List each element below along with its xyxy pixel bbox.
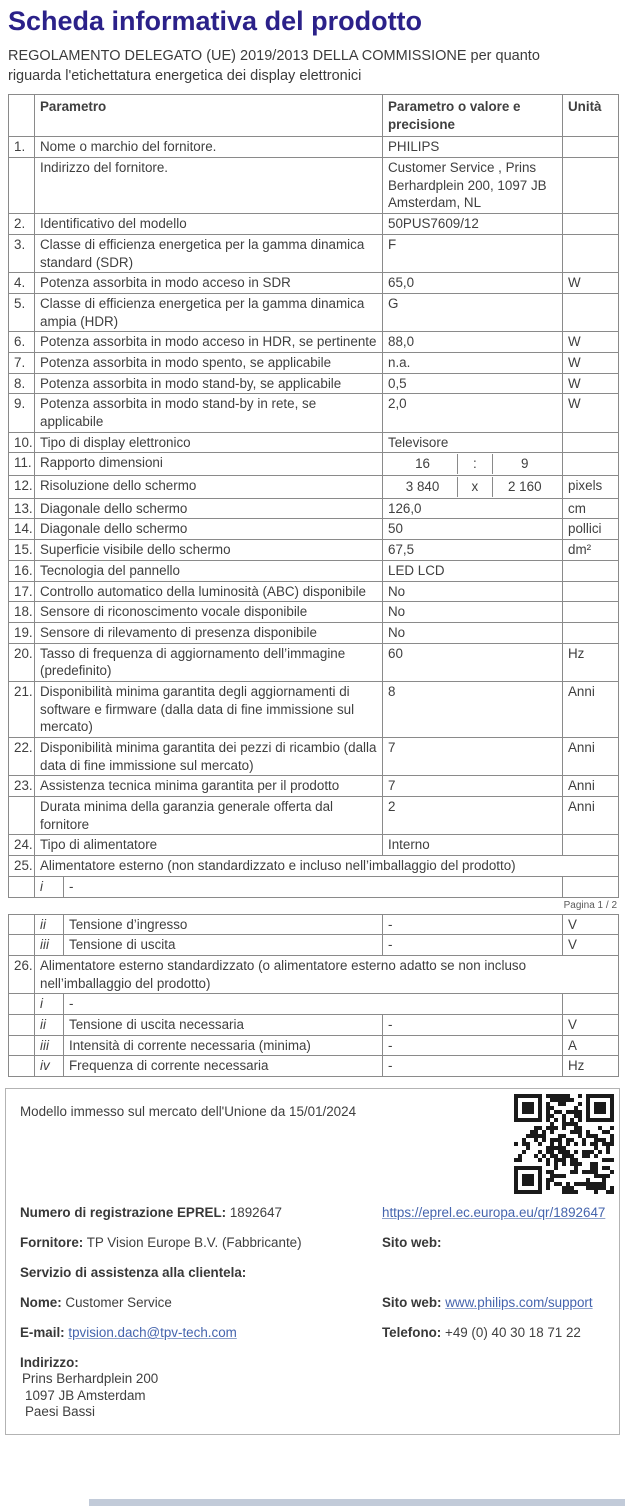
row-unit: Anni: [563, 776, 619, 797]
row-number: 7.: [9, 352, 35, 373]
row-value: 50: [383, 519, 563, 540]
page-title: Scheda informativa del prodotto: [8, 6, 423, 36]
split-value-left: 3 840: [405, 479, 440, 495]
row-number: [9, 994, 35, 1015]
table-row: [9, 835, 619, 856]
row-number: [9, 876, 35, 897]
row-unit: V: [563, 914, 619, 935]
market-entry-note: Modello immesso sul mercato dell'Unione da 15/01/2024: [20, 1104, 357, 1119]
row-number: [9, 797, 35, 835]
eprel-row: [20, 1203, 605, 1223]
row-unit: A: [563, 1035, 619, 1056]
supplier-row: [20, 1233, 605, 1253]
row-value: No: [383, 602, 563, 623]
row-unit: [563, 234, 619, 272]
table-row: [9, 581, 619, 602]
row-unit: Anni: [563, 797, 619, 835]
support-site-label: Sito web:: [382, 1295, 442, 1310]
table-row: [9, 681, 619, 737]
email-label: E-mail:: [20, 1325, 65, 1340]
row-unit: W: [563, 273, 619, 294]
table-row: [9, 876, 619, 897]
product-fiche-page: [0, 6, 625, 1506]
row-number: 17.: [9, 581, 35, 602]
row-label: Disponibilità minima garantita degli aggiornamenti di software e firmware (dalla data di fine immissione sul mercato): [35, 681, 383, 737]
row-number: 2.: [9, 214, 35, 235]
eprel-registration: [20, 1203, 382, 1223]
row-value: Interno: [383, 835, 563, 856]
split-value-left: 16: [415, 456, 430, 472]
row-label: Indirizzo del fornitore.: [35, 158, 383, 214]
table-row: [9, 914, 619, 935]
table-row: [9, 234, 619, 272]
service-heading-row: [20, 1263, 605, 1283]
row-label: Assistenza tecnica minima garantita per il prodotto: [35, 776, 383, 797]
table-row: [9, 273, 619, 294]
row-number: 15.: [9, 540, 35, 561]
row-unit: [563, 158, 619, 214]
row-value: -: [383, 1014, 563, 1035]
row-unit: pollici: [563, 519, 619, 540]
address-label-row: [20, 1353, 605, 1373]
row-label: Tasso di frequenza di aggiornamento dell’immagine (predefinito): [35, 643, 383, 681]
row-label: Potenza assorbita in modo acceso in HDR, se pertinente: [35, 332, 383, 353]
row-value: 7: [383, 738, 563, 776]
row-label: Rapporto dimensioni: [35, 453, 383, 476]
supplier: [20, 1233, 382, 1253]
supplier-name: TP Vision Europe B.V. (Fabbricante): [86, 1235, 302, 1250]
website-label: Sito web:: [382, 1235, 442, 1250]
row-label: Potenza assorbita in modo acceso in SDR: [35, 273, 383, 294]
table-row: [9, 373, 619, 394]
table-row: [9, 332, 619, 353]
row-value: -: [383, 914, 563, 935]
row-number: 21.: [9, 681, 35, 737]
row-number: 1.: [9, 137, 35, 158]
phone-cell: [382, 1323, 605, 1343]
row-unit: W: [563, 373, 619, 394]
row-label: Alimentatore esterno (non standardizzato e incluso nell’imballaggio del prodotto): [35, 856, 619, 877]
row-value: 2,0: [383, 394, 563, 432]
table-row: [9, 476, 619, 499]
row-roman-index: i: [35, 994, 64, 1015]
split-separator: x: [457, 477, 492, 497]
page-bottom-bar: [89, 1499, 625, 1506]
row-roman-index: ii: [35, 914, 64, 935]
row-unit: V: [563, 935, 619, 956]
row-label: Sensore di rilevamento di presenza disponibile: [35, 622, 383, 643]
row-unit: W: [563, 394, 619, 432]
table-row: [9, 856, 619, 877]
product-table-page1: [8, 94, 619, 898]
row-roman-index: iii: [35, 935, 64, 956]
row-label: Tensione d’ingresso: [64, 914, 383, 935]
row-unit: V: [563, 1014, 619, 1035]
row-number: [9, 914, 35, 935]
row-value-split: [383, 476, 563, 499]
row-unit: [563, 876, 619, 897]
row-roman-index: iv: [35, 1056, 64, 1077]
row-label: Identificativo del modello: [35, 214, 383, 235]
row-label: Durata minima della garanzia generale offerta dal fornitore: [35, 797, 383, 835]
row-value: 2: [383, 797, 563, 835]
row-label: Tensione di uscita: [64, 935, 383, 956]
row-number: 3.: [9, 234, 35, 272]
row-value-split: [383, 453, 563, 476]
address-line: Paesi Bassi: [25, 1404, 95, 1419]
table-row: [9, 432, 619, 453]
row-unit: [563, 214, 619, 235]
row-label: Risoluzione dello schermo: [35, 476, 383, 499]
support-site-cell: [382, 1293, 605, 1313]
row-number: [9, 1035, 35, 1056]
row-value: LED LCD: [383, 560, 563, 581]
phone-value: +49 (0) 40 30 18 71 22: [445, 1325, 581, 1340]
row-value: PHILIPS: [383, 137, 563, 158]
table-row: [9, 498, 619, 519]
table-header-row: [9, 95, 619, 137]
email-phone-row: [20, 1323, 605, 1343]
name-value: Customer Service: [65, 1295, 172, 1310]
header-valore: Parametro o valore e precisione: [383, 95, 563, 137]
row-number: [9, 158, 35, 214]
row-value: -: [383, 1056, 563, 1077]
row-value: Customer Service , Prins Berhardplein 200, 1097 JB Amsterdam, NL: [383, 158, 563, 214]
email-link[interactable]: tpvision.dach@tpv-tech.com: [68, 1325, 237, 1340]
row-label: Sensore di riconoscimento vocale disponibile: [35, 602, 383, 623]
row-number: 6.: [9, 332, 35, 353]
row-label: Tipo di alimentatore: [35, 835, 383, 856]
row-unit: [563, 137, 619, 158]
row-unit: [563, 560, 619, 581]
row-unit: Hz: [563, 1056, 619, 1077]
row-value: 67,5: [383, 540, 563, 561]
row-label: Frequenza di corrente necessaria: [64, 1056, 383, 1077]
row-unit: pixels: [563, 476, 619, 499]
table-row: [9, 1056, 619, 1077]
table-row: [9, 994, 619, 1015]
row-unit: [563, 994, 619, 1015]
qr-code-icon: [514, 1094, 614, 1194]
row-label: Alimentatore esterno standardizzato (o alimentatore esterno adatto se non incluso nell’imballaggio del prodotto): [35, 955, 619, 993]
address-line: 1097 JB Amsterdam: [25, 1387, 146, 1403]
table-row: [9, 738, 619, 776]
row-number: 18.: [9, 602, 35, 623]
row-roman-index: iii: [35, 1035, 64, 1056]
eprel-link-cell: [382, 1203, 610, 1223]
table-row: [9, 776, 619, 797]
website-cell: [382, 1233, 605, 1253]
row-label: Potenza assorbita in modo stand-by in rete, se applicabile: [35, 394, 383, 432]
row-value: No: [383, 581, 563, 602]
row-unit: [563, 581, 619, 602]
supplier-info-box: [5, 1088, 620, 1435]
row-label: Tipo di display elettronico: [35, 432, 383, 453]
phone-label: Telefono:: [382, 1325, 442, 1340]
row-label: -: [64, 876, 563, 897]
eprel-label: Numero di registrazione EPREL:: [20, 1205, 227, 1220]
row-value: 8: [383, 681, 563, 737]
row-label: Tecnologia del pannello: [35, 560, 383, 581]
row-number: 13.: [9, 498, 35, 519]
row-unit: [563, 622, 619, 643]
row-label: Controllo automatico della luminosità (ABC) disponibile: [35, 581, 383, 602]
row-number: 14.: [9, 519, 35, 540]
row-number: [9, 1056, 35, 1077]
row-number: 23.: [9, 776, 35, 797]
row-label: Nome o marchio del fornitore.: [35, 137, 383, 158]
row-label: Disponibilità minima garantita dei pezzi di ricambio (dalla data di fine immissione sul mercato): [35, 738, 383, 776]
table-row: [9, 293, 619, 331]
table-row: [9, 1014, 619, 1035]
row-value: 60: [383, 643, 563, 681]
row-unit: [563, 453, 619, 476]
row-value: Televisore: [383, 432, 563, 453]
row-number: 25.: [9, 856, 35, 877]
name-label: Nome:: [20, 1295, 62, 1310]
split-value-right: 9: [521, 456, 529, 472]
row-number: 19.: [9, 622, 35, 643]
row-number: 12.: [9, 476, 35, 499]
table-row: [9, 560, 619, 581]
row-label: Diagonale dello schermo: [35, 498, 383, 519]
service-name-row: [20, 1293, 605, 1313]
row-unit: [563, 602, 619, 623]
header-parametro: Parametro: [35, 95, 383, 137]
row-number: 8.: [9, 373, 35, 394]
table-row: [9, 519, 619, 540]
row-label: Diagonale dello schermo: [35, 519, 383, 540]
row-roman-index: ii: [35, 1014, 64, 1035]
row-value: F: [383, 234, 563, 272]
service-name: [20, 1293, 382, 1313]
support-site-link[interactable]: www.philips.com/support: [445, 1295, 593, 1310]
row-roman-index: i: [35, 876, 64, 897]
row-label: Tensione di uscita necessaria: [64, 1014, 383, 1035]
row-number: 24.: [9, 835, 35, 856]
page-indicator: Pagina 1 / 2: [563, 899, 617, 911]
row-value: 88,0: [383, 332, 563, 353]
row-unit: [563, 293, 619, 331]
row-number: 16.: [9, 560, 35, 581]
row-value: 7: [383, 776, 563, 797]
table-row: [9, 158, 619, 214]
service-heading: Servizio di assistenza alla clientela:: [20, 1265, 247, 1280]
table-row: [9, 137, 619, 158]
row-number: 22.: [9, 738, 35, 776]
table-row: [9, 955, 619, 993]
row-number: 4.: [9, 273, 35, 294]
row-label: Potenza assorbita in modo spento, se applicabile: [35, 352, 383, 373]
row-number: [9, 935, 35, 956]
row-unit: W: [563, 332, 619, 353]
eprel-number: 1892647: [229, 1205, 282, 1220]
row-unit: [563, 432, 619, 453]
table-row: [9, 797, 619, 835]
row-number: [9, 1014, 35, 1035]
row-number: 20.: [9, 643, 35, 681]
row-value: -: [383, 935, 563, 956]
row-value: No: [383, 622, 563, 643]
address-block: [20, 1371, 605, 1421]
row-value: 0,5: [383, 373, 563, 394]
row-unit: Hz: [563, 643, 619, 681]
row-label: Classe di efficienza energetica per la gamma dinamica ampia (HDR): [35, 293, 383, 331]
row-unit: Anni: [563, 681, 619, 737]
table-row: [9, 643, 619, 681]
row-value: 50PUS7609/12: [383, 214, 563, 235]
header-empty-cell: [9, 95, 35, 137]
table2-body: [9, 914, 619, 1077]
row-value: n.a.: [383, 352, 563, 373]
split-separator: :: [457, 454, 492, 474]
row-number: 11.: [9, 453, 35, 476]
table-row: [9, 214, 619, 235]
row-unit: cm: [563, 498, 619, 519]
header-unita: Unità: [563, 95, 619, 137]
row-value: G: [383, 293, 563, 331]
row-value: 126,0: [383, 498, 563, 519]
table-row: [9, 602, 619, 623]
table-row: [9, 622, 619, 643]
row-label: Intensità di corrente necessaria (minima): [64, 1035, 383, 1056]
row-label: Potenza assorbita in modo stand-by, se applicabile: [35, 373, 383, 394]
row-label: Classe di efficienza energetica per la gamma dinamica standard (SDR): [35, 234, 383, 272]
table-row: [9, 1035, 619, 1056]
row-number: 9.: [9, 394, 35, 432]
regulation-subtitle: REGOLAMENTO DELEGATO (UE) 2019/2013 DELLA COMMISSIONE per quanto riguarda l'etichettatura energetica dei display elettronici: [8, 48, 540, 84]
product-table-page2: [8, 914, 619, 1078]
address-label: Indirizzo:: [20, 1355, 79, 1370]
split-value-right: 2 160: [508, 479, 542, 495]
row-unit: dm²: [563, 540, 619, 561]
table-row: [9, 453, 619, 476]
table-row: [9, 352, 619, 373]
table-row: [9, 935, 619, 956]
table-row: [9, 394, 619, 432]
row-unit: W: [563, 352, 619, 373]
row-unit: [563, 835, 619, 856]
eprel-link[interactable]: https://eprel.ec.europa.eu/qr/1892647: [382, 1205, 606, 1220]
row-label: Superficie visibile dello schermo: [35, 540, 383, 561]
row-number: 10.: [9, 432, 35, 453]
row-value: -: [383, 1035, 563, 1056]
table-row: [9, 540, 619, 561]
row-number: 26.: [9, 955, 35, 993]
email-cell: [20, 1323, 382, 1343]
table1-body: [9, 137, 619, 897]
row-unit: Anni: [563, 738, 619, 776]
row-number: 5.: [9, 293, 35, 331]
row-label: -: [64, 994, 563, 1015]
row-value: 65,0: [383, 273, 563, 294]
supplier-label: Fornitore:: [20, 1235, 84, 1250]
address-line: Prins Berhardplein 200: [22, 1371, 159, 1386]
